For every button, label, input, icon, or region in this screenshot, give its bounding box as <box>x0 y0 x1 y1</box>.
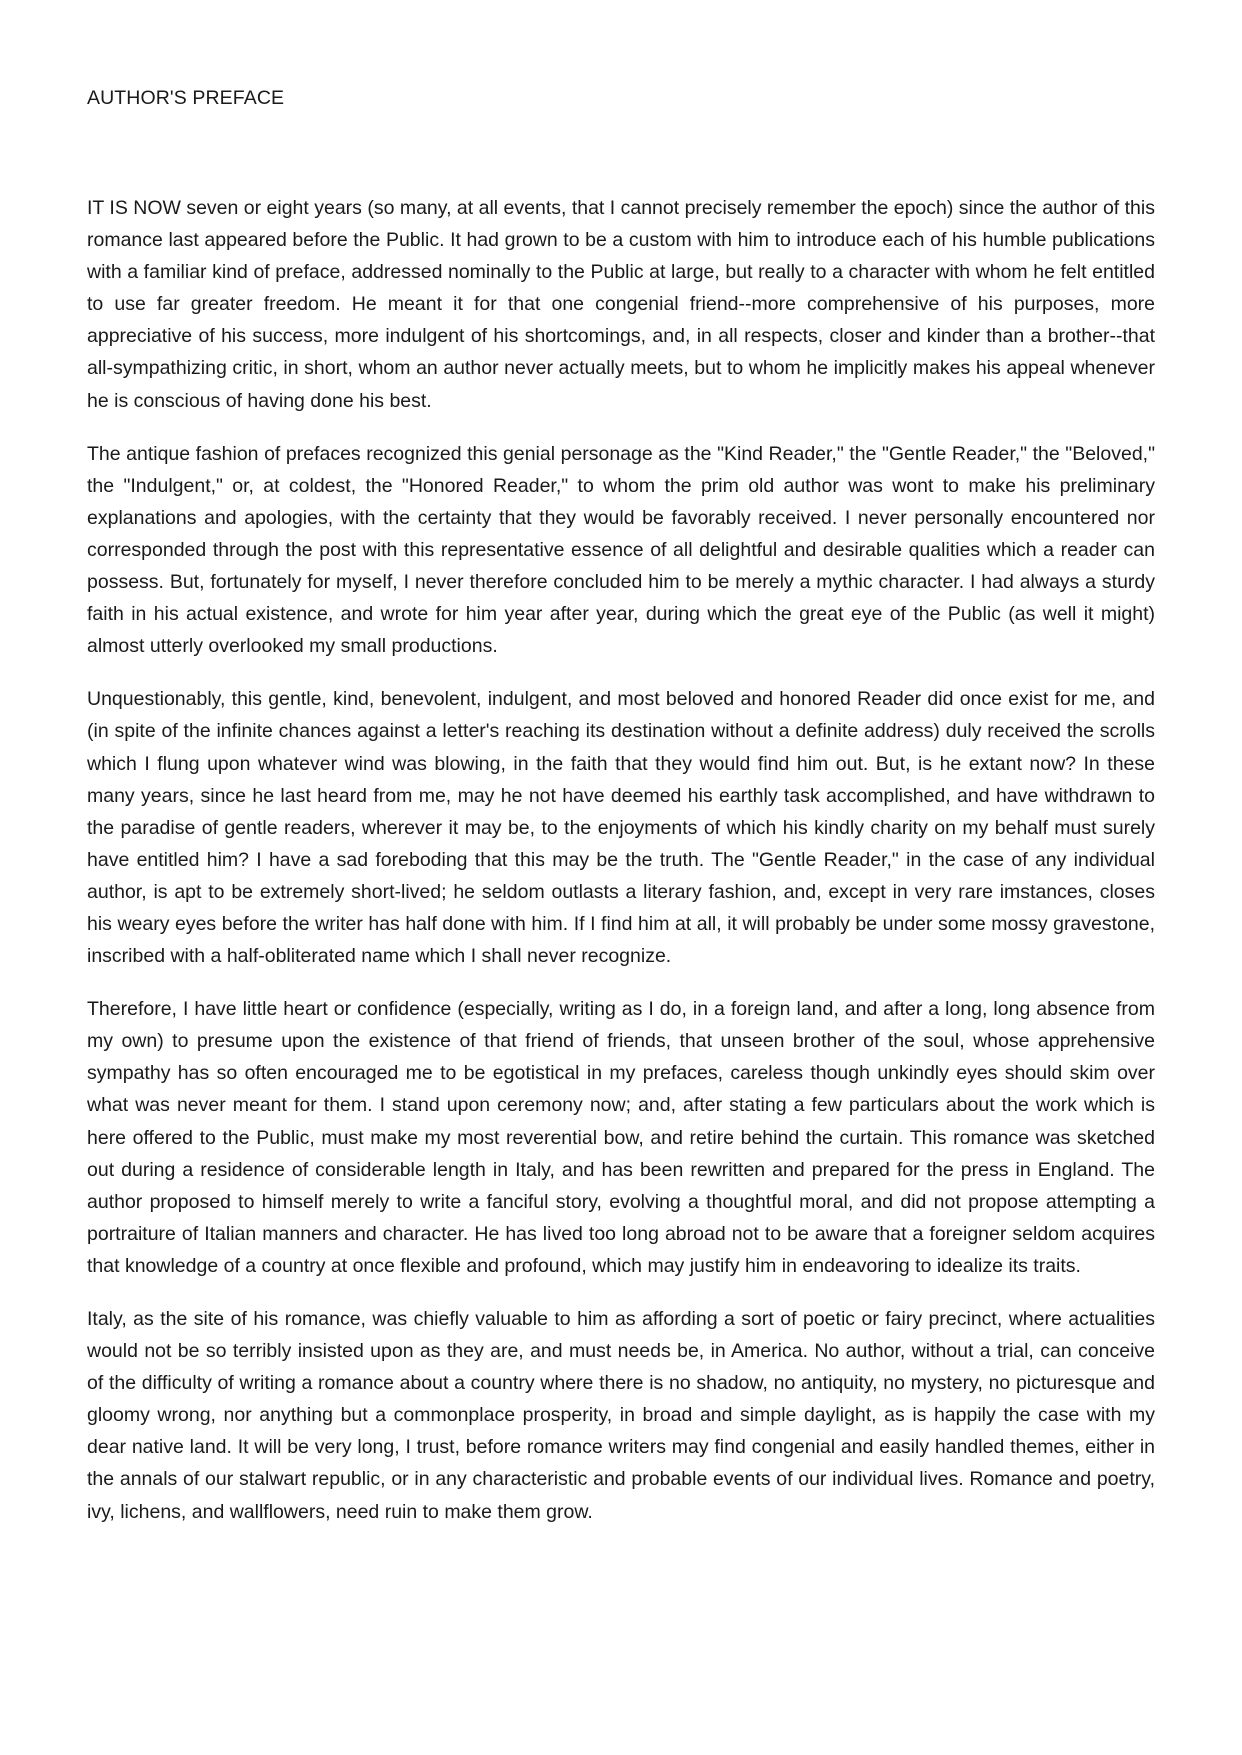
paragraph-4: Therefore, I have little heart or confidence (especially, writing as I do, in a foreign land, and after a long, long absence from my own) to presume upon the existence of that friend of friends, that unseen brother of the soul, whose apprehensive sympathy has so often encouraged me to be egotistical in my prefaces, careless though unkindly eyes should skim over what was never meant for them. I stand upon ceremony now; and, after stating a few particulars about the work which is here offered to the Public, must make my most reverential bow, and retire behind the curtain. This romance was sketched out during a residence of considerable length in Italy, and has been rewritten and prepared for the press in England. The author proposed to himself merely to write a fanciful story, evolving a thoughtful moral, and did not propose attempting a portraiture of Italian manners and character. He has lived too long abroad not to be aware that a foreigner seldom acquires that knowledge of a country at once flexible and profound, which may justify him in endeavoring to idealize its traits. <box>87 998 1155 1277</box>
paragraph-2: The antique fashion of prefaces recognized this genial personage as the "Kind Reader," the "Gentle Reader," the "Beloved," the "Indulgent," or, at coldest, the "Honored Reader," to whom the prim old author was wont to make his preliminary explanations and apologies, with the certainty that they would be favorably received. I never personally encountered nor corresponded through the post with this representative essence of all delightful and desirable qualities which a reader can possess. But, fortunately for myself, I never therefore concluded him to be merely a mythic character. I had always a sturdy faith in his actual existence, and wrote for him year after year, during which the great eye of the Public (as well it might) almost utterly overlooked my small productions. <box>87 442 1155 658</box>
document-page <box>87 86 1155 1549</box>
paragraph-5: Italy, as the site of his romance, was chiefly valuable to him as affording a sort of poetic or fairy precinct, where actualities would not be so terribly insisted upon as they are, and must needs be, in America. No author, without a trial, can conceive of the difficulty of writing a romance about a country where there is no shadow, no antiquity, no mystery, no picturesque and gloomy wrong, nor anything but a commonplace prosperity, in broad and simple daylight, as is happily the case with my dear native land. It will be very long, I trust, before romance writers may find congenial and easily handled themes, either in the annals of our stalwart republic, or in any characteristic and probable events of our individual lives. Romance and poetry, ivy, lichens, and wallflowers, need ruin to make them grow. <box>87 1308 1155 1523</box>
paragraph-1: IT IS NOW seven or eight years (so many, at all events, that I cannot precisely remember the epoch) since the author of this romance last appeared before the Public. It had grown to be a custom with him to introduce each of his humble publications with a familiar kind of preface, addressed nominally to the Public at large, but really to a character with whom he felt entitled to use far greater freedom. He meant it for that one congenial friend--more comprehensive of his purposes, more appreciative of his success, more indulgent of his shortcomings, and, in all respects, closer and kinder than a brother--that all-sympathizing critic, in short, whom an author never actually meets, but to whom he implicitly makes his appeal whenever he is conscious of having done his best. <box>87 197 1155 412</box>
document-body <box>87 192 1155 1528</box>
page-title: AUTHOR'S PREFACE <box>87 87 285 109</box>
paragraph-3: Unquestionably, this gentle, kind, benevolent, indulgent, and most beloved and honored Reader did once exist for me, and (in spite of the infinite chances against a letter's reaching its destination without a definite address) duly received the scrolls which I flung upon whatever wind was blowing, in the faith that they would find him out. But, is he extant now? In these many years, since he last heard from me, may he not have deemed his earthly task accomplished, and have withdrawn to the paradise of gentle readers, wherever it may be, to the enjoyments of which his kindly charity on my behalf must surely have entitled him? I have a sad foreboding that this may be the truth. The "Gentle Reader," in the case of any individual author, is apt to be extremely short-lived; he seldom outlasts a literary fashion, and, except in very rare imstances, closes his weary eyes before the writer has half done with him. If I find him at all, it will probably be under some mossy gravestone, inscribed with a half-obliterated name which I shall never recognize. <box>87 688 1155 968</box>
